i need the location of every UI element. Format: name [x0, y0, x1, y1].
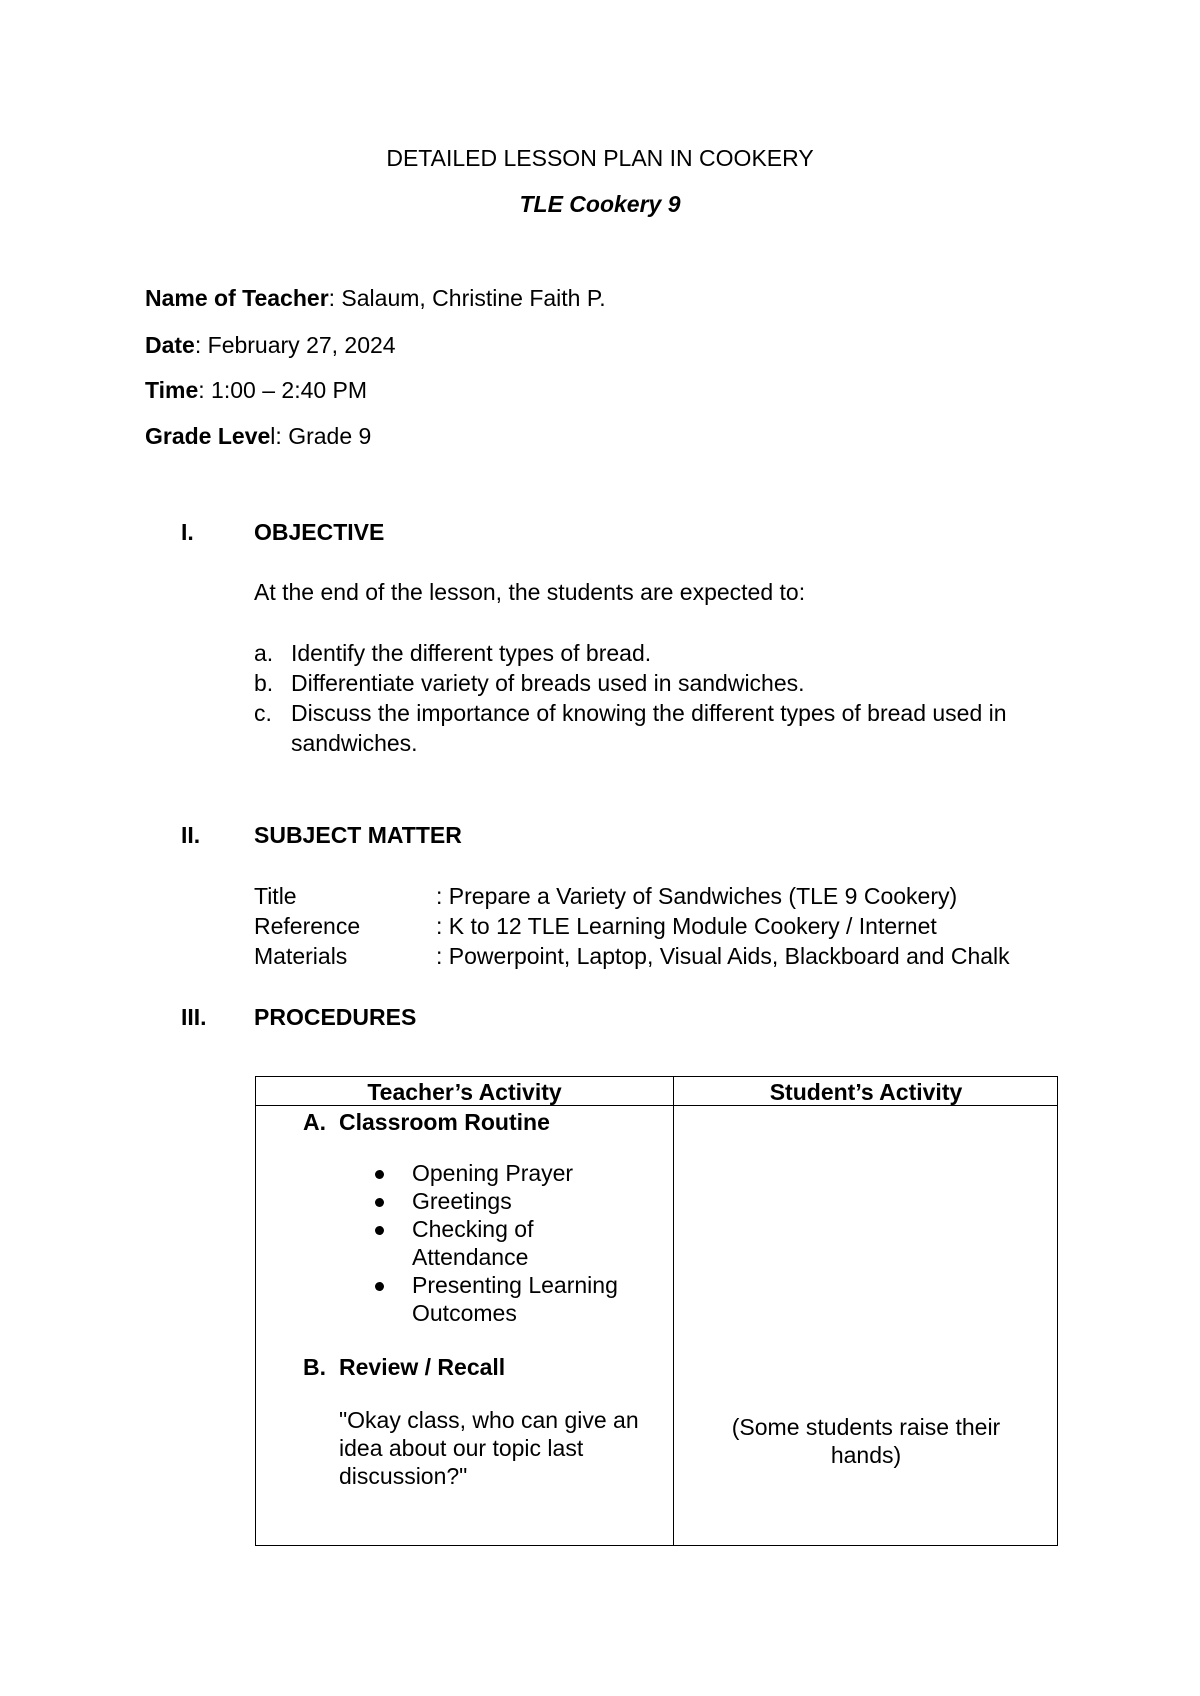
- section-a-title: Classroom Routine: [339, 1109, 550, 1135]
- objective-item-text: Differentiate variety of breads used in sandwiches.: [291, 670, 805, 696]
- document-subtitle: TLE Cookery 9: [519, 191, 681, 217]
- grade-value: : Grade 9: [275, 423, 372, 449]
- procedures-heading: PROCEDURES: [254, 1004, 417, 1030]
- section-b-letter: B.: [303, 1354, 326, 1380]
- subject-matter-heading: SUBJECT MATTER: [254, 822, 462, 848]
- subject-materials-value: : Powerpoint, Laptop, Visual Aids, Blackboard and Chalk: [436, 943, 1010, 969]
- bullet-icon: [375, 1226, 384, 1235]
- bullet-icon: [375, 1170, 384, 1179]
- bullet-icon: [375, 1282, 384, 1291]
- teacher-quote-line: discussion?": [339, 1463, 468, 1489]
- bullet-icon: [375, 1198, 384, 1207]
- routine-item-cont: Outcomes: [412, 1300, 517, 1326]
- objective-item-text-cont: sandwiches.: [291, 730, 418, 756]
- routine-item: Greetings: [412, 1188, 512, 1214]
- procedures-table: [255, 1076, 1058, 1546]
- objective-item-text: Discuss the importance of knowing the different types of bread used in: [291, 700, 1007, 726]
- date-value: : February 27, 2024: [194, 332, 396, 358]
- objective-item-letter: c.: [254, 700, 272, 726]
- student-response-line: hands): [830, 1442, 902, 1468]
- objective-item-letter: a.: [254, 640, 274, 666]
- section-a-letter: A.: [303, 1109, 326, 1135]
- student-activity-header: Student’s Activity: [769, 1079, 963, 1105]
- objective-heading: OBJECTIVE: [254, 519, 385, 545]
- grade-label-rest: l: [270, 423, 276, 449]
- subject-materials-label: Materials: [254, 943, 348, 969]
- subject-title-label: Title: [254, 883, 297, 909]
- date-info-line: [145, 332, 396, 359]
- objective-intro: At the end of the lesson, the students are expected to:: [254, 579, 806, 605]
- student-response-line: (Some students raise their: [731, 1414, 1001, 1440]
- teacher-activity-header: Teacher’s Activity: [367, 1079, 562, 1105]
- subject-title-value: : Prepare a Variety of Sandwiches (TLE 9 Cookery): [436, 883, 958, 909]
- teacher-info-line: [145, 285, 606, 312]
- document-title: DETAILED LESSON PLAN IN COOKERY: [386, 145, 814, 171]
- routine-item: Opening Prayer: [412, 1160, 574, 1186]
- grade-label: Grade Leve: [145, 423, 271, 449]
- objective-item-letter: b.: [254, 670, 274, 696]
- objective-item-text: Identify the different types of bread.: [291, 640, 652, 666]
- objective-number: I.: [181, 519, 194, 545]
- teacher-quote-line: "Okay class, who can give an: [339, 1407, 639, 1433]
- time-value: : 1:00 – 2:40 PM: [198, 377, 368, 403]
- table-column-divider: [673, 1077, 674, 1545]
- subject-reference-label: Reference: [254, 913, 361, 939]
- routine-item: Presenting Learning: [412, 1272, 618, 1298]
- teacher-value: : Salaum, Christine Faith P.: [328, 285, 606, 311]
- teacher-quote-line: idea about our topic last: [339, 1435, 584, 1461]
- teacher-label: Name of Teacher: [145, 285, 329, 311]
- routine-item-cont: Attendance: [412, 1244, 529, 1270]
- section-b-title: Review / Recall: [339, 1354, 506, 1380]
- date-label: Date: [145, 332, 195, 358]
- grade-info-line: [145, 423, 371, 450]
- subject-reference-value: : K to 12 TLE Learning Module Cookery / Internet: [436, 913, 937, 939]
- time-label: Time: [145, 377, 199, 403]
- subject-matter-number: II.: [181, 822, 201, 848]
- time-info-line: [145, 377, 367, 404]
- routine-item: Checking of: [412, 1216, 534, 1242]
- procedures-number: III.: [181, 1004, 207, 1030]
